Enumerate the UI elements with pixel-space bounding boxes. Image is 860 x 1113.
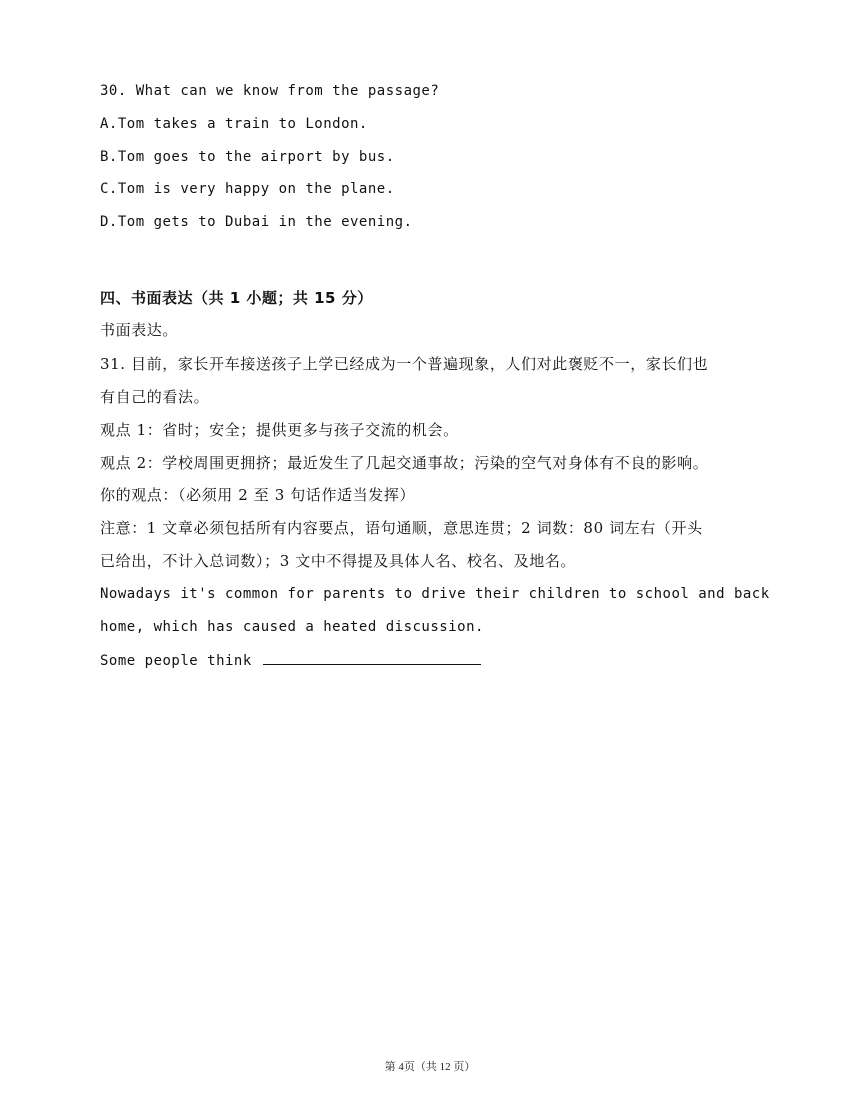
question-31-prompt-line-1: 31. 目前，家长开车接送孩子上学已经成为一个普遍现象，人们对此褒贬不一，家长们也 <box>100 355 709 373</box>
section-4-heading: 四、书面表达（共 1 小题；共 15 分） <box>100 289 373 307</box>
question-31-prompt-line-2: 有自己的看法。 <box>100 388 210 406</box>
page-footer: 第 4页（共 12 页） <box>384 1061 476 1073</box>
viewpoint-1: 观点 1：省时；安全；提供更多与孩子交流的机会。 <box>100 421 459 439</box>
essay-opening-line-3 <box>100 650 481 671</box>
section-4-subtitle: 书面表达。 <box>100 321 179 339</box>
viewpoint-2: 观点 2：学校周围更拥挤；最近发生了几起交通事故；污染的空气对身体有不良的影响。 <box>100 454 709 472</box>
option-d: D.Tom gets to Dubai in the evening. <box>100 214 413 230</box>
your-viewpoint: 你的观点：（必须用 2 至 3 句话作适当发挥） <box>100 486 416 504</box>
option-c: C.Tom is very happy on the plane. <box>100 181 395 197</box>
option-b: B.Tom goes to the airport by bus. <box>100 149 395 165</box>
question-30-stem: 30. What can we know from the passage? <box>100 83 440 99</box>
notes-line-1: 注意：1 文章必须包括所有内容要点，语句通顺，意思连贯；2 词数：80 词左右（开头 <box>100 519 703 537</box>
essay-opening-line-1: Nowadays it's common for parents to drive their children to school and back <box>100 586 770 602</box>
essay-opening-line-2: home, which has caused a heated discussion. <box>100 619 484 635</box>
answer-blank[interactable] <box>263 650 481 665</box>
notes-line-2: 已给出，不计入总词数）；3 文中不得提及具体人名、校名、及地名。 <box>100 552 577 570</box>
essay-line-3-text: Some people think <box>100 653 261 669</box>
option-a: A.Tom takes a train to London. <box>100 116 368 132</box>
